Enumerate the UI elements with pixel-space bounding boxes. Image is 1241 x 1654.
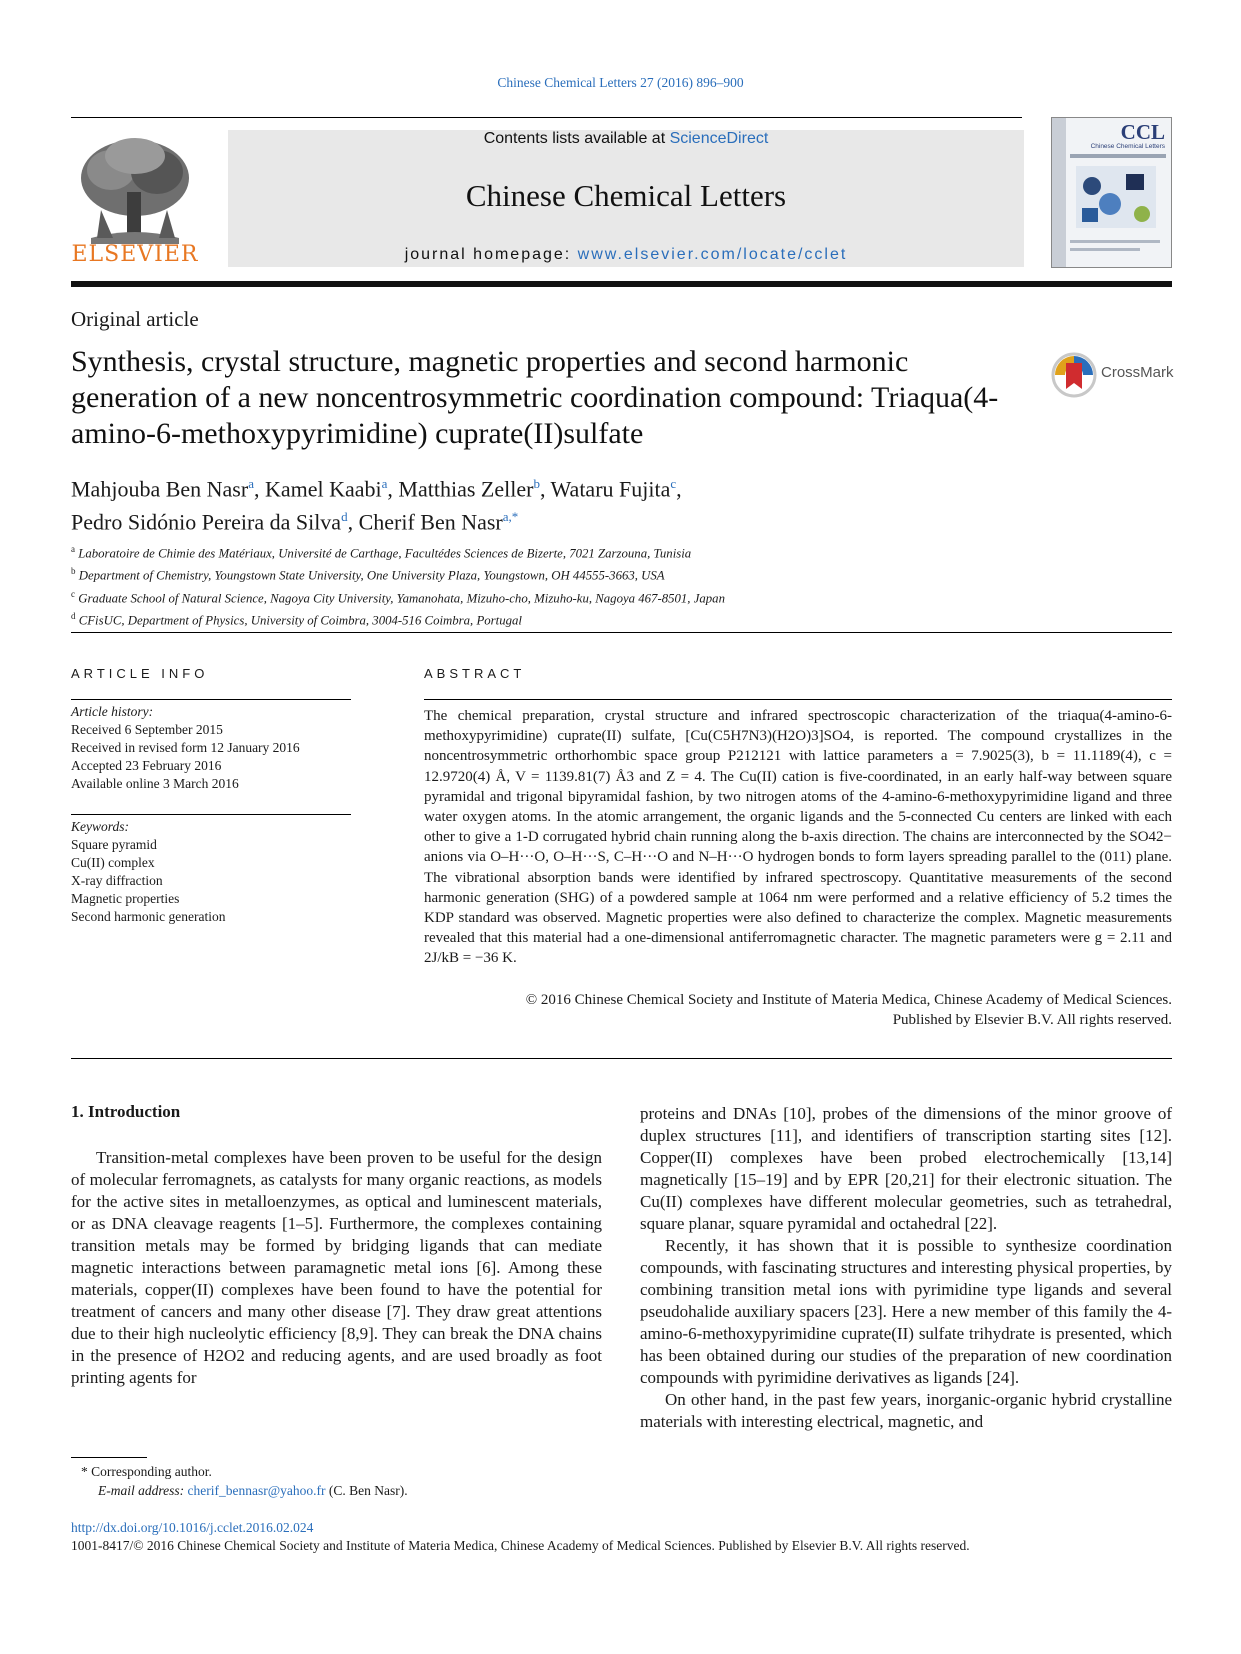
journal-banner <box>228 130 1024 267</box>
author-list: Mahjouba Ben Nasr$^a$, Kamel Kaabi$^a$, Matthias Zeller$^b$, Wataru Fujita$^c$, Pedro Sidónio Pereira da Silva$^d$, Cherif Ben Nasr$^{a,*}$ <box>71 476 682 535</box>
author-affiliation-mark[interactable]: c <box>670 476 677 491</box>
affiliation-item <box>71 562 1071 584</box>
crossmark-icon <box>1051 352 1097 398</box>
copyright-line: © 2016 Chinese Chemical Society and Institute of Materia Medica, Chinese Academy of Medical Sciences. <box>525 992 1172 1008</box>
cover-subtitle: Chinese Chemical Letters <box>1090 143 1165 150</box>
contents-prefix: Contents lists available at <box>483 130 670 147</box>
journal-cover-thumbnail[interactable] <box>1051 117 1172 268</box>
doi-link[interactable]: http://dx.doi.org/10.1016/j.cclet.2016.02.024 <box>71 1520 314 1535</box>
history-item: Accepted 23 February 2016 <box>71 758 222 773</box>
affiliation-mark: b <box>71 566 76 577</box>
author-name[interactable]: Mahjouba Ben Nasr <box>71 476 249 502</box>
author-name[interactable]: Matthias Zeller <box>398 476 534 502</box>
journal-citation[interactable]: Chinese Chemical Letters 27 (2016) 896–900 <box>497 75 744 90</box>
elsevier-wordmark: ELSEVIER <box>71 242 199 267</box>
author-name[interactable]: Wataru Fujita <box>550 476 671 502</box>
author-name[interactable]: Pedro Sidónio Pereira da Silva <box>71 509 342 535</box>
keywords-label: Keywords: <box>71 819 129 834</box>
homepage-prefix: journal homepage: <box>404 246 578 263</box>
footnote-rule <box>71 1457 147 1458</box>
homepage-line <box>228 246 1024 264</box>
email-suffix: (C. Ben Nasr). <box>325 1483 408 1498</box>
affiliation-item <box>71 607 1071 629</box>
keywords <box>71 818 351 926</box>
issn-copyright-line: 1001-8417/© 2016 Chinese Chemical Society and Institute of Materia Medica, Chinese Academy of Medical Sciences. Published by Elsevier B.V. All rights reserved. <box>71 1538 970 1553</box>
author-affiliation-mark[interactable]: d <box>341 509 348 525</box>
sciencedirect-link[interactable]: ScienceDirect <box>669 130 769 147</box>
keyword-item: X-ray diffraction <box>71 873 163 888</box>
abstract-copyright <box>424 990 1172 1030</box>
corresponding-author-note: * Corresponding author. <box>81 1464 212 1479</box>
affiliation-item <box>71 585 1071 607</box>
affiliation-list <box>71 540 1071 629</box>
journal-title: Chinese Chemical Letters <box>465 178 787 213</box>
section-heading-introduction: 1. Introduction <box>71 1102 181 1121</box>
keyword-item: Cu(II) complex <box>71 855 155 870</box>
header-thick-rule <box>71 281 1172 287</box>
crossmark-label: CrossMark <box>1101 364 1174 381</box>
email-label: E-mail address: <box>98 1483 188 1498</box>
body-paragraph: On other hand, in the past few years, inorganic-organic hybrid crystalline materials with interesting electrical, magnetic, and <box>640 1390 1172 1431</box>
body-rule <box>71 1058 1172 1059</box>
crossmark-badge[interactable] <box>1051 352 1176 398</box>
history-item: Available online 3 March 2016 <box>71 776 239 791</box>
article-history <box>71 703 351 793</box>
affiliation-text: Laboratoire de Chimie des Matériaux, Université de Carthage, Facultédes Sciences de Bizerte, 7021 Zarzouna, Tunisia <box>78 546 692 561</box>
keyword-item: Second harmonic generation <box>71 909 226 924</box>
author-affiliation-mark[interactable]: b <box>533 476 540 491</box>
copyright-line: Published by Elsevier B.V. All rights reserved. <box>892 1012 1172 1029</box>
email-note <box>71 1481 602 1500</box>
article-type: Original article <box>71 307 199 331</box>
author-affiliation-mark[interactable]: a,* <box>502 509 519 525</box>
footnote <box>71 1462 602 1500</box>
author-name[interactable]: Cherif Ben Nasr <box>358 509 503 535</box>
history-item: Received 6 September 2015 <box>71 722 223 737</box>
abstract-rule <box>424 699 1172 700</box>
abstract-heading: ABSTRACT <box>424 666 526 681</box>
affiliation-mark: a <box>71 544 75 554</box>
contents-line <box>228 130 1024 148</box>
author-affiliation-mark[interactable]: a <box>248 476 254 491</box>
author-affiliation-mark[interactable]: a <box>381 476 388 491</box>
cover-abbrev: CCL <box>1120 120 1165 144</box>
author-name[interactable]: Kamel Kaabi <box>264 476 382 502</box>
article-info-heading: ARTICLE INFO <box>71 666 209 681</box>
keywords-rule <box>71 814 351 815</box>
article-title: Synthesis, crystal structure, magnetic properties and second harmonic generation of a new noncentrosymmetric coordination compound: Triaqua(4-amino-6-methoxypyrimidine) cuprate(II)sulfate <box>71 345 999 450</box>
body-column-left <box>71 1147 602 1389</box>
affiliation-item <box>71 540 1071 562</box>
affiliation-mark: c <box>71 588 75 599</box>
body-paragraph: proteins and DNAs [10], probes of the dimensions of the minor groove of duplex structures [11], and identifiers of transcription starting sites [12]. Copper(II) complexes have been probed electrochemically [13,14] magnetically [15–19] and by EPR [20,21] for their electronic situation. The Cu(II) complexes have different molecular geometries, such as tetrahedral, square planar, square pyramidal and octahedral [22]. <box>640 1104 1172 1233</box>
keyword-item: Square pyramid <box>71 837 157 852</box>
body-column-right <box>640 1103 1172 1433</box>
article-history-label: Article history: <box>71 704 154 719</box>
article-info-rule <box>71 699 351 700</box>
body-paragraph: Recently, it has shown that it is possible to synthesize coordination compounds, with fascinating structures and interesting physical properties, by combining transition metal ions with pyrimidine type ligands and several pseudohalide auxiliary spacers [23]. Here a new member of this family the 4-amino-6-methoxypyrimidine cuprate(II) sulfate trihydrate is presented, which has been obtained during our studies of the preparation of new coordination compounds with pyrimidine derivatives as ligands [24]. <box>640 1236 1172 1387</box>
email-link[interactable]: cherif_bennasr@yahoo.fr <box>187 1483 326 1498</box>
affiliation-text: Department of Chemistry, Youngstown State University, One University Plaza, Youngstown, OH 44555-3663, USA <box>78 568 665 583</box>
homepage-link[interactable]: www.elsevier.com/locate/cclet <box>577 246 848 263</box>
history-item: Received in revised form 12 January 2016 <box>71 740 300 755</box>
header-rule <box>71 117 1022 118</box>
affiliation-text: Graduate School of Natural Science, Nagoya City University, Yamanohata, Mizuho-cho, Mizuho-ku, Nagoya 467-8501, Japan <box>78 590 725 605</box>
abstract-text: The chemical preparation, crystal structure and infrared spectroscopic characterization of the triaqua(4-amino-6-methoxypyrimidine) cuprate(II) sulfate, [Cu(C5H7N3)(H2O)3]SO4, is reported. The compound crystallizes in the noncentrosymmetric orthorhombic space group P212121 with lattice parameters a = 7.9025(3), b = 11.1189(4), c = 12.9720(4) Å, V = 1139.81(7) Å3 and Z = 4. The Cu(II) cation is five-coordinated, in an early half-way between square pyramidal and trigonal bipyramidal fashion, by two nitrogen atoms of the 4-amino-6-methoxypyrimidine ligand and three water oxygen atoms. In the atomic arrangement, the organic ligands and the 5-connected Cu centers are linked with each other to give a 1-D corrugated hybrid chain running along the b-axis direction. The chains are interconnected by the SO42− anions via O–H···O, O–H···S, C–H···O and N–H···O hydrogen bonds to form layers spreading parallel to the (011) plane. The vibrational absorption bands were identified by infrared spectroscopy. Quantitative measurements of the second harmonic generation (SHG) of a powdered sample at 1064 nm were performed and a relative efficiency of 5.2 times the KDP standard was observed. Magnetic properties were also defined to characterize the complex. Magnetic measurements revealed that this material had a one-dimensional antiferromagnetic character. The magnetic parameters were g = 2.11 and 2J/kB = −36 K. <box>424 708 1172 967</box>
elsevier-logo[interactable] <box>71 130 199 270</box>
keyword-item: Magnetic properties <box>71 891 180 906</box>
body-paragraph: Transition-metal complexes have been proven to be useful for the design of molecular ferromagnets, as catalysts for many organic reactions, as models for the active sites in metalloenzymes, as optical and luminescent materials, or as DNA cleavage reagents [1–5]. Furthermore, the complexes containing transition metals may be formed by bridging ligands that can mediate magnetic interactions between paramagnetic metal ions [6]. Among these materials, copper(II) complexes have been found to have the potential for treatment of cancers and many other disease [7]. They draw great attentions due to their high nucleolytic efficiency [8,9]. They can break the DNA chains in the presence of H2O2 and reducing agents, and are used broadly as foot printing agents for <box>71 1148 602 1387</box>
affiliation-mark: d <box>71 610 76 621</box>
section-rule <box>71 632 1172 633</box>
affiliation-text: CFisUC, Department of Physics, University of Coimbra, 3004-516 Coimbra, Portugal <box>78 613 522 628</box>
